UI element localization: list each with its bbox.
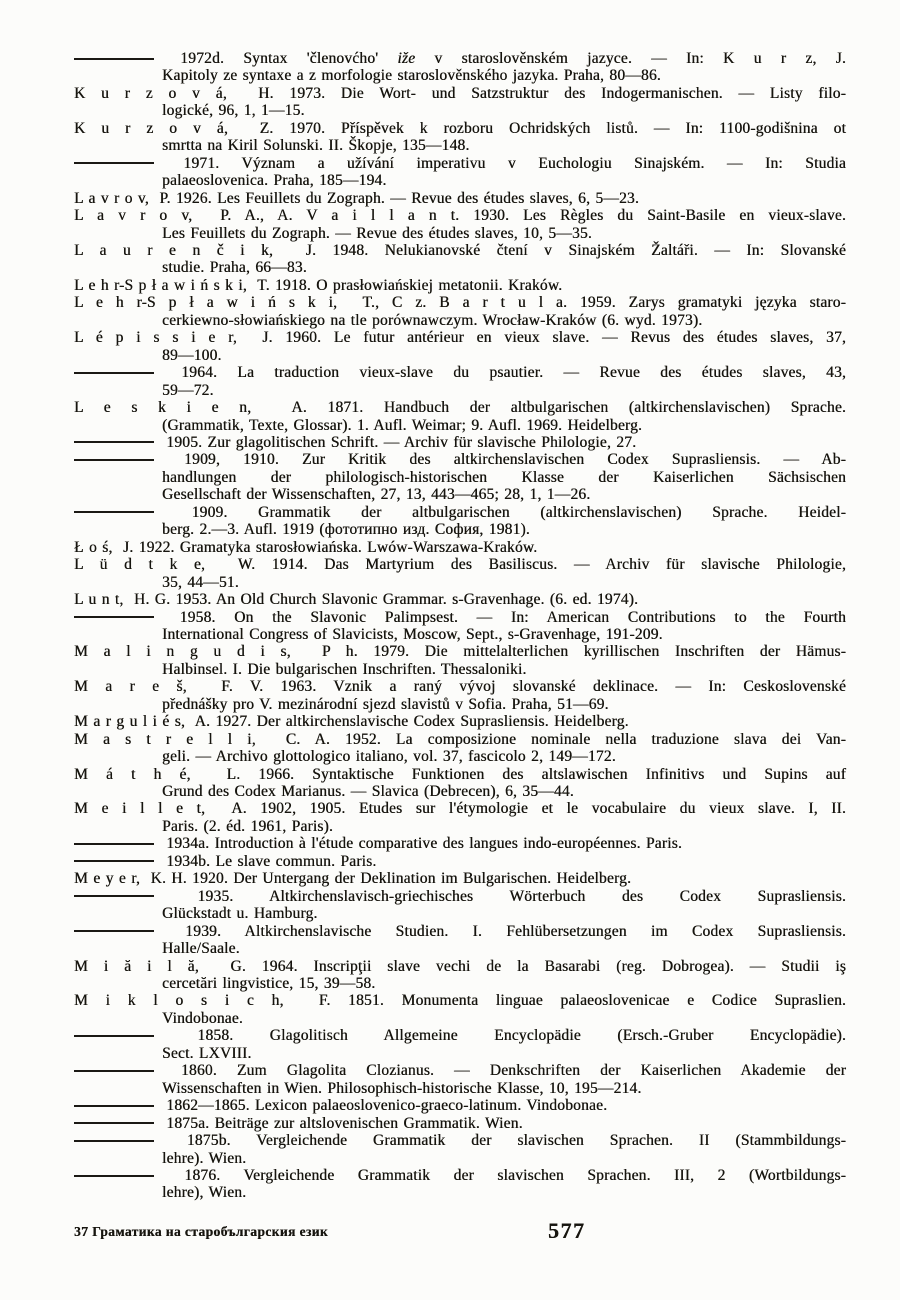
entry-line: M a l i n g u d i s, P h. 1979. Die mittelalterlichen kyrillischen Inschriften der Hämus- [74, 643, 846, 661]
bib-entry [74, 835, 846, 852]
bib-entry [74, 888, 846, 923]
bib-entry [74, 958, 846, 993]
entry-line: palaeoslovenica. Praha, 185—194. [162, 172, 387, 190]
entry-line: Kapitoly ze syntaxe a z morfologie staroslověnského jazyka. Praha, 80—86. [162, 67, 661, 85]
author-name: Ł o ś, [74, 538, 124, 556]
bib-entry [74, 207, 846, 242]
footer-signature-note: 37 Граматика на старобългарския език [74, 1224, 329, 1239]
author-name: M i k l o s i c h, [74, 992, 319, 1010]
bib-entry [74, 364, 846, 399]
entry-line: M i ă i l ă, G. 1964. Inscripţii slave vechi de la Basarabi (reg. Dobrogea). — Studii iş [74, 957, 846, 975]
entry-line: 59—72. [162, 381, 214, 399]
same-author-dash [74, 930, 154, 932]
bib-entry [74, 591, 846, 608]
author-name: M e y e r, [74, 870, 151, 888]
bib-entry [74, 766, 846, 801]
bib-entry [74, 643, 846, 678]
same-author-dash [74, 372, 154, 374]
entry-line: lehre), Wien. [162, 1184, 247, 1202]
author-name: L e s k i e n, [74, 399, 292, 417]
entry-line: 1909. Grammatik der altbulgarischen (altkirchenslavischen) Sprache. Heidel- [74, 504, 846, 521]
same-author-dash [74, 162, 154, 164]
same-author-dash [74, 58, 154, 60]
same-author-dash [74, 459, 154, 461]
italic-term: iže [397, 50, 416, 67]
entry-line: handlungen der philologisch-historischen Klasse der Kaiserlichen Sächsischen [162, 468, 846, 486]
author-name: M a r e š, [74, 678, 222, 696]
entry-line: 1971. Význam a užívání imperativu v Euchologiu Sinajském. — In: Studia [74, 155, 846, 172]
bib-entry [74, 1062, 846, 1097]
bib-entry [74, 923, 846, 958]
same-author-dash [74, 1035, 154, 1037]
same-author-dash [74, 860, 154, 862]
entry-line: L a u r e n č i k, J. 1948. Nelukianovské čtení v Sinajském Žaltáři. — In: Slovanské [74, 241, 847, 259]
entry-line: 1909, 1910. Zur Kritik des altkirchenslavischen Codex Suprasliensis. — Ab- [74, 451, 846, 468]
entry-line: berg. 2.—3. Aufl. 1919 (фототипно изд. София, 1981). [162, 521, 530, 539]
entry-line: 1876. Vergleichende Grammatik der slavischen Sprachen. III, 2 (Wortbildungs- [74, 1167, 846, 1184]
entry-line: M a s t r e l l i, C. A. 1952. La composizione nominale nella traduzione slava dei Van- [74, 730, 846, 748]
entry-line: Halle/Saale. [162, 940, 240, 958]
entry-line: 1875a. Beiträge zur altslovenischen Grammatik. Wien. [74, 1115, 846, 1132]
page-number: 577 [548, 1218, 586, 1243]
entry-line: Vindobonae. [162, 1009, 243, 1027]
entry-line: L ü d t k e, W. 1914. Das Martyrium des Basiliscus. — Archiv für slavische Philologie, [74, 556, 846, 574]
author-name: L u n t, [74, 591, 134, 609]
same-author-dash [74, 511, 154, 513]
author-name: M a l i n g u d i s, [74, 643, 322, 661]
entry-line: L e s k i e n, A. 1871. Handbuch der altbulgarischen (altkirchenslavischen) Sprache. [74, 399, 847, 417]
entry-line: 89—100. [162, 346, 222, 364]
entry-line: International Congress of Slavicists, Moscow, Sept., s-Gravenhage, 191-209. [162, 625, 663, 643]
bib-entry [74, 539, 846, 556]
bib-entry [74, 713, 846, 730]
bib-entry [74, 1115, 846, 1132]
entry-line: cerkiewno-słowiańskiego na tle porównawczym. Wrocław-Kraków (6. wyd. 1973). [162, 311, 703, 329]
bib-entry [74, 399, 846, 434]
bibliography-list [74, 50, 846, 1202]
entry-line: cercetări lingvistice, 15, 39—58. [162, 975, 376, 993]
author-name: L a v r o v, [74, 189, 160, 207]
entry-line: 1858. Glagolitisch Allgemeine Encyclopädie (Ersch.-Gruber Encyclopädie). [74, 1027, 846, 1044]
entry-line: Paris. (2. éd. 1961, Paris). [162, 817, 333, 835]
entry-line: Glückstadt u. Hamburg. [162, 905, 318, 923]
entry-line: 35, 44—51. [162, 573, 239, 591]
same-author-dash [74, 616, 154, 618]
bib-entry [74, 556, 846, 591]
entry-line: 1935. Altkirchenslavisch-griechisches Wörterbuch des Codex Suprasliensis. [74, 888, 846, 905]
author-name: M a s t r e l l i, [74, 730, 286, 748]
entry-line: logické, 96, 1, 1—15. [162, 102, 305, 120]
author-name: L a v r o v, [74, 207, 221, 225]
author-name: L é p i s s i e r, [74, 329, 263, 347]
entry-line: Les Feuillets du Zograph. — Revue des études slaves, 10, 5—35. [162, 224, 592, 242]
bib-entry [74, 434, 846, 451]
entry-line: K u r z o v á, H. 1973. Die Wort- und Satzstruktur des Indogermanischen. — Listy filo- [74, 84, 846, 102]
bib-entry [74, 992, 846, 1027]
same-author-dash [74, 1105, 154, 1107]
entry-line: 1860. Zum Glagolita Clozianus. — Denkschriften der Kaiserlichen Akademie der [74, 1062, 846, 1079]
entry-line: 1939. Altkirchenslavische Studien. I. Fehlübersetzungen im Codex Suprasliensis. [74, 923, 846, 940]
author-name: L e h r-S p ł a w i ń s k i, [74, 294, 363, 312]
entry-line: 1958. On the Slavonic Palimpsest. — In: American Contributions to the Fourth [74, 609, 846, 626]
bib-entry [74, 609, 846, 644]
bib-entry [74, 1167, 846, 1202]
entry-line: M a r e š, F. V. 1963. Vznik a raný vývoj slovanské deklinace. — In: Ceskoslovenské [74, 678, 846, 696]
bib-entry [74, 504, 846, 539]
same-author-dash [74, 843, 154, 845]
author-name: M i ă i l ă, [74, 957, 231, 975]
bib-entry [74, 800, 846, 835]
author-name: M á t h é, [74, 765, 227, 783]
bib-entry [74, 50, 846, 85]
entry-line: L e h r-S p ł a w i ń s k i, T., C z. B a r t u l a. 1959. Zarys gramatyki języka staro- [74, 294, 846, 312]
entry-line: geli. — Archivo glottologico italiano, vol. 37, fascicolo 2, 149—172. [162, 748, 616, 766]
entry-line: (Grammatik, Texte, Glossar). 1. Aufl. Weimar; 9. Aufl. 1969. Heidelberg. [162, 416, 643, 434]
entry-line: M i k l o s i c h, F. 1851. Monumenta linguae palaeoslovenicae e Codice Supraslien. [74, 992, 846, 1010]
entry-line: Grund des Codex Marianus. — Slavica (Debrecen), 6, 35—44. [162, 783, 574, 801]
entry-line: 1934b. Le slave commun. Paris. [74, 853, 846, 870]
entry-line: L a v r o v, P. A., A. V a i l l a n t. 1930. Les Règles du Saint-Basile en vieux-slave. [74, 207, 846, 225]
same-author-dash [74, 895, 154, 897]
bib-entry [74, 329, 846, 364]
bib-entry [74, 120, 846, 155]
entry-line: smrtta na Kiril Solunski. II. Škopje, 135—148. [162, 137, 470, 155]
entry-line: M a r g u l i é s, A. 1927. Der altkirchenslavische Codex Suprasliensis. Heidelberg. [74, 713, 629, 731]
bib-entry [74, 85, 846, 120]
entry-line: K u r z o v á, Z. 1970. Příspěvek k rozboru Ochridských listů. — In: 1100-godišnina ot [74, 119, 846, 137]
entry-line: Gesellschaft der Wissenschaften, 27, 13, 443—465; 28, 1, 1—26. [162, 486, 591, 504]
author-name: K u r z o v á, [74, 119, 260, 137]
bib-entry [74, 277, 846, 294]
author-name: K u r z o v á, [74, 84, 259, 102]
entry-line: L e h r-S p ł a w i ń s k i, T. 1918. O prasłowiańskiej metatonii. Kraków. [74, 276, 563, 294]
entry-line: Halbinsel. I. Die bulgarischen Inschriften. Thessaloniki. [162, 660, 527, 678]
entry-line: M á t h é, L. 1966. Syntaktische Funktionen des altslawischen Infinitivs und Supins auf [74, 765, 846, 783]
bib-entry [74, 1132, 846, 1167]
entry-line: 1905. Zur glagolitischen Schrift. — Archiv für slavische Philologie, 27. [74, 434, 846, 451]
author-name: L e h r-S p ł a w i ń s k i, [74, 276, 258, 294]
author-name: L ü d t k e, [74, 556, 238, 574]
same-author-dash [74, 1140, 154, 1142]
author-name: L a u r e n č i k, [74, 241, 306, 259]
bib-entry [74, 1097, 846, 1114]
bib-entry [74, 294, 846, 329]
author-name: M a r g u l i é s, [74, 713, 195, 731]
entry-line: 1964. La traduction vieux-slave du psautier. — Revue des études slaves, 43, [74, 364, 846, 381]
entry-line: Wissenschaften in Wien. Philosophisch-historische Klasse, 10, 195—214. [162, 1079, 642, 1097]
bib-entry [74, 731, 846, 766]
entry-line: 1862—1865. Lexicon palaeoslovenico-graeco-latinum. Vindobonae. [74, 1097, 846, 1114]
entry-line: Ł o ś, J. 1922. Gramatyka starosłowiańska. Lwów-Warszawa-Kraków. [74, 538, 538, 556]
entry-line: M e i l l e t, A. 1902, 1905. Etudes sur l'étymologie et le vocabulaire du vieux slave. I, II. [74, 800, 846, 818]
same-author-dash [74, 441, 154, 443]
entry-line: přednášky pro V. mezinárodní sjezd slavistů v Sofia. Praha, 51—69. [162, 695, 609, 713]
bib-entry [74, 678, 846, 713]
bib-entry [74, 1027, 846, 1062]
entry-line: L a v r o v, P. 1926. Les Feuillets du Zograph. — Revue des études slaves, 6, 5—23. [74, 189, 639, 207]
bib-entry [74, 853, 846, 870]
entry-line: L u n t, H. G. 1953. An Old Church Slavonic Grammar. s-Gravenhage. (6. ed. 1974). [74, 591, 639, 609]
entry-line: Sect. LXVIII. [162, 1044, 252, 1062]
entry-line: lehre). Wien. [162, 1149, 247, 1167]
entry-line: M e y e r, K. H. 1920. Der Untergang der Deklination im Bulgarischen. Heidelberg. [74, 870, 632, 888]
bib-entry [74, 451, 846, 503]
entry-line: L é p i s s i e r, J. 1960. Le futur antérieur en vieux slave. — Revus des études slaves, 37, [74, 329, 846, 347]
same-author-dash [74, 1175, 154, 1177]
entry-line: 1934a. Introduction à l'étude comparative des langues indo-européennes. Paris. [74, 835, 846, 852]
entry-line: 1875b. Vergleichende Grammatik der slavischen Sprachen. II (Stammbildungs- [74, 1132, 846, 1149]
page-footer [74, 1218, 846, 1254]
same-author-dash [74, 1070, 154, 1072]
author-name: M e i l l e t, [74, 800, 232, 818]
bib-entry [74, 242, 846, 277]
bib-entry [74, 190, 846, 207]
same-author-dash [74, 1122, 154, 1124]
bib-entry [74, 155, 846, 190]
bib-entry [74, 870, 846, 887]
entry-line: studie. Praha, 66—83. [162, 259, 307, 277]
entry-line: 1972d. Syntax 'členovćho' iže v staroslověnském jazyce. — In: K u r z, J. [74, 50, 846, 67]
